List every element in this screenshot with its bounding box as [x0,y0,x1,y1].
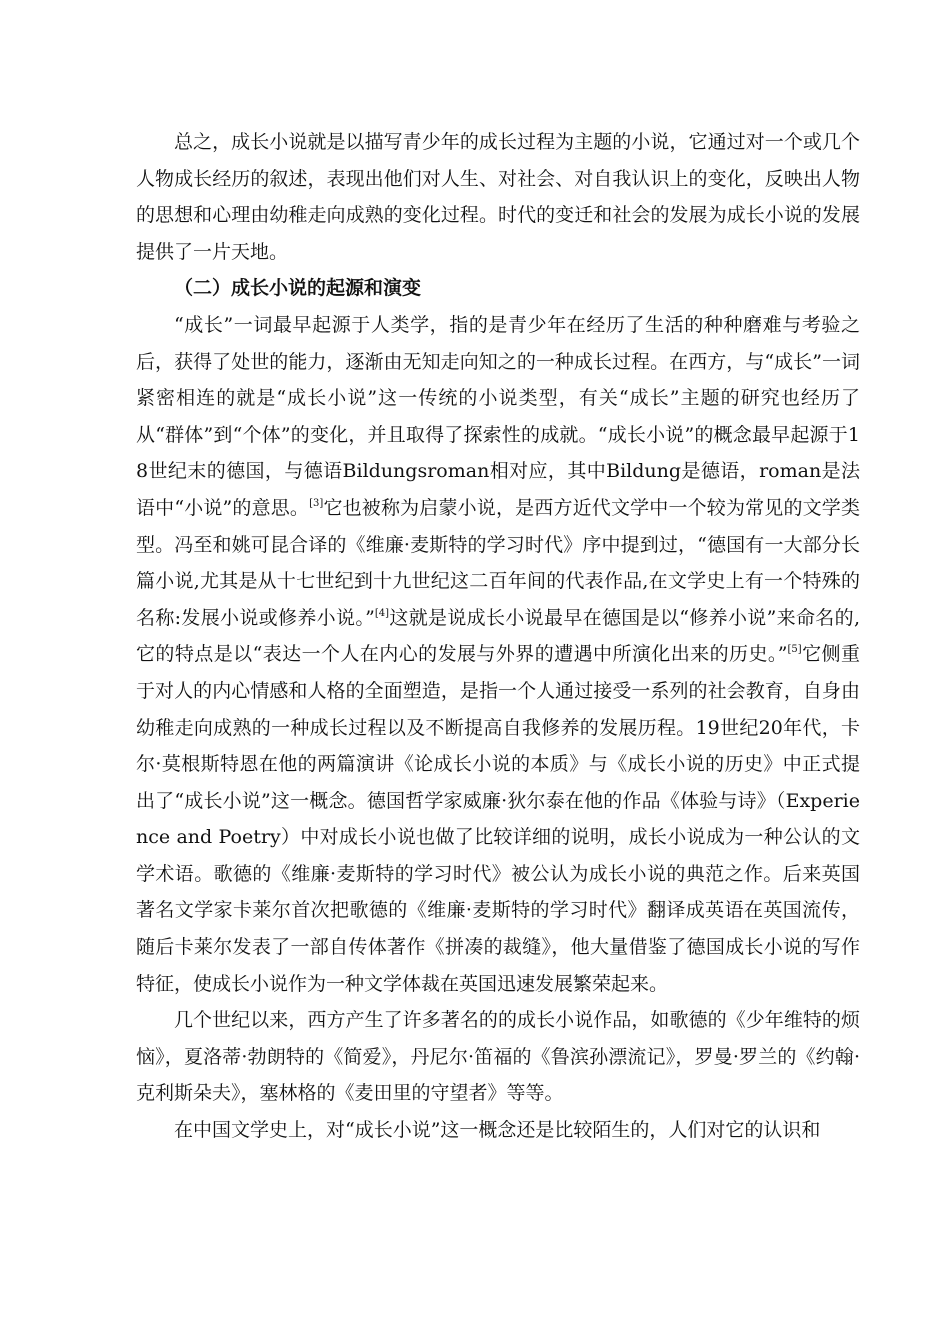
citation-ref-5: [5] [787,644,802,656]
paragraph-summary: 总之，成长小说就是以描写青少年的成长过程为主题的小说，它通过对一个或几个人物成长经历的叙述，表现出他们对人生、对社会、对自我认识上的变化，反映出人物的思想和心理由幼稚走向成熟的变化过程。时代的变迁和社会的发展为成长小说的发展提供了一片天地。 [136,131,860,263]
paragraph-origin-text-4: 它侧重于对人的内心情感和人格的全面塑造，是指一个人通过接受一系列的社会教育，自身由幼稚走向成熟的一种成长过程以及不断提高自我修养的发展历程。19世纪20年代，卡尔·莫根斯特恩在他的两篇演讲《论成长小说的本质》与《成长小说的历史》中正式提出了“成长小说”这一概念。德国哲学家威廉·狄尔泰在他的作品《体验与诗》（Experience and Poetry）中对成长小说也做了比较详细的说明，成长小说成为一种公认的文学术语。歌德的《维廉·麦斯特的学习时代》被公认为成长小说的典范之作。后来英国著名文学家卡莱尔首次把歌德的《维廉·麦斯特的学习时代》翻译成英语在英国流传，随后卡莱尔发表了一部自传体著作《拼凑的裁缝》，他大量借鉴了德国成长小说的写作特征，使成长小说作为一种文学体裁在英国迅速发展繁荣起来。 [136,643,860,995]
citation-ref-4: [4] [374,607,390,619]
paragraph-western-works: 几个世纪以来，西方产生了许多著名的的成长小说作品，如歌德的《少年维特的烦恼》，夏洛蒂·勃朗特的《简爱》，丹尼尔·笛福的《鲁滨孙漂流记》，罗曼·罗兰的《约翰·克利斯朵夫》，塞林格的《麦田里的守望者》等等。 [136,1009,860,1105]
paragraph-origin-text-3: 这就是说成长小说最早在德国是以“修养小说”来命名的,它的特点是以“表达一个人在内心的发展与外界的遭遇中所演化出来的历史。” [136,606,861,666]
section-heading: （二）成长小说的起源和演变 [174,277,422,300]
paragraph-origin [136,307,860,1002]
paragraph-origin-text-2: 它也被称为启蒙小说，是西方近代文学中一个较为常见的文学类型。冯至和姚可昆合译的《维廉·麦斯特的学习时代》序中提到过，“德国有一大部分长篇小说,尤其是从十七世纪到十九世纪这二百年间的代表作品,在文学史上有一个特殊的名称:发展小说或修养小说。” [136,496,860,629]
document-body [136,124,860,1149]
paragraph-chinese-literature: 在中国文学史上，对“成长小说”这一概念还是比较陌生的，人们对它的认识和 [174,1119,821,1142]
citation-ref-3: [3] [309,497,324,509]
paragraph-origin-text-1: “成长”一词最早起源于人类学，指的是青少年在经历了生活的种种磨难与考验之后，获得了处世的能力，逐渐由无知走向知之的一种成长过程。在西方，与“成长”一词紧密相连的就是“成长小说”这一传统的小说类型，有关“成长”主题的研究也经历了从“群体”到“个体”的变化，并且取得了探索性的成就。“成长小说”的概念最早起源于18世纪末的德国，与德语Bildungsroman相对应，其中Bildung是德语，roman是法语中“小说”的意思。 [136,313,860,519]
